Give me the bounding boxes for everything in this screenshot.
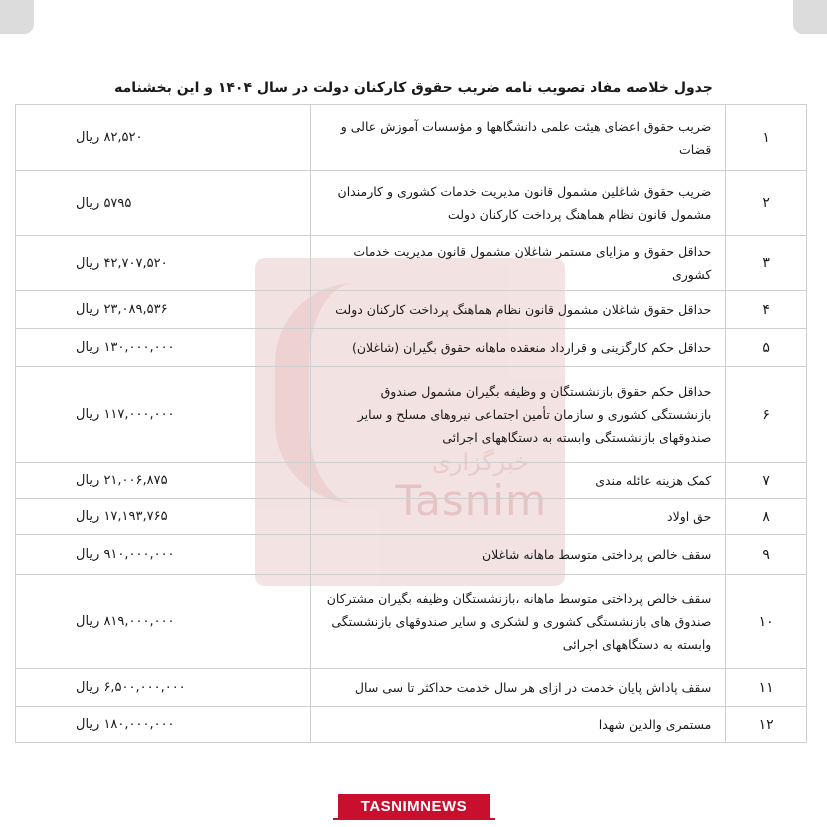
row-value: ۹۱۰,۰۰۰,۰۰۰ ریال (16, 535, 311, 575)
row-number: ۱۱ (726, 669, 807, 707)
corner-decoration-left (0, 0, 34, 34)
row-description: حداقل حقوق و مزایای مستمر شاغلان مشمول قانون مدیریت خدمات کشوری (311, 236, 726, 291)
row-value: ۵۷۹۵ ریال (16, 171, 311, 236)
row-number: ۸ (726, 499, 807, 535)
salary-summary-table (15, 104, 807, 743)
table-row (16, 707, 807, 743)
row-value: ۲۱,۰۰۶,۸۷۵ ریال (16, 463, 311, 499)
table-row (16, 499, 807, 535)
row-description: کمک هزینه عائله مندی (311, 463, 726, 499)
table-row (16, 291, 807, 329)
row-number: ۶ (726, 367, 807, 463)
document-title: جدول خلاصه مفاد تصویب نامه ضریب حقوق کارکنان دولت در سال ۱۴۰۴ و این بخشنامه (114, 80, 713, 96)
row-value: ۱۱۷,۰۰۰,۰۰۰ ریال (16, 367, 311, 463)
row-number: ۵ (726, 329, 807, 367)
row-description: حداقل حقوق شاغلان مشمول قانون نظام هماهنگ پرداخت کارکنان دولت (311, 291, 726, 329)
row-number: ۳ (726, 236, 807, 291)
row-value: ۸۱۹,۰۰۰,۰۰۰ ریال (16, 575, 311, 669)
row-description: مستمری والدین شهدا (311, 707, 726, 743)
row-number: ۴ (726, 291, 807, 329)
table-row (16, 329, 807, 367)
table-row (16, 367, 807, 463)
row-number: ۱۰ (726, 575, 807, 669)
row-value: ۱۳۰,۰۰۰,۰۰۰ ریال (16, 329, 311, 367)
row-number: ۲ (726, 171, 807, 236)
row-number: ۱ (726, 105, 807, 171)
row-value: ۶,۵۰۰,۰۰۰,۰۰۰ ریال (16, 669, 311, 707)
table-row (16, 575, 807, 669)
table-row (16, 105, 807, 171)
watermark-name: Tasnim (395, 476, 547, 525)
table-row (16, 171, 807, 236)
row-value: ۸۲,۵۲۰ ریال (16, 105, 311, 171)
row-value: ۴۲,۷۰۷,۵۲۰ ریال (16, 236, 311, 291)
tasnimnews-logo: TASNIMNEWS (338, 794, 490, 818)
row-description: ضریب حقوق شاغلین مشمول قانون مدیریت خدمات کشوری و کارمندان مشمول قانون نظام هماهنگ پرداخت کارکنان دولت (311, 171, 726, 236)
table-row (16, 463, 807, 499)
row-number: ۹ (726, 535, 807, 575)
row-description: سقف خالص پرداختی متوسط ماهانه شاغلان (311, 535, 726, 575)
row-description: سقف پاداش پایان خدمت در ازای هر سال خدمت حداکثر تا سی سال (311, 669, 726, 707)
logo-underline (333, 818, 495, 820)
row-number: ۷ (726, 463, 807, 499)
row-description: ضریب حقوق اعضای هیئت علمی دانشگاهها و مؤسسات آموزش عالی و قضات (311, 105, 726, 171)
table-row (16, 669, 807, 707)
row-description: حق اولاد (311, 499, 726, 535)
row-description: سقف خالص پرداختی متوسط ماهانه ،بازنشستگان وظیفه بگیران مشترکان صندوق های بازنشستگی کشوری و لشکری و سایر صندوقهای بازنشستگی وابسته به دستگاههای اجرائی (311, 575, 726, 669)
row-value: ۲۳,۰۸۹,۵۳۶ ریال (16, 291, 311, 329)
row-number: ۱۲ (726, 707, 807, 743)
table-row (16, 535, 807, 575)
watermark-subtext: خبرگزاری (431, 448, 529, 476)
row-description: حداقل حکم کارگزینی و قرارداد منعقده ماهانه حقوق بگیران (شاغلان) (311, 329, 726, 367)
row-value: ۱۷,۱۹۳,۷۶۵ ریال (16, 499, 311, 535)
corner-decoration-right (793, 0, 827, 34)
row-value: ۱۸۰,۰۰۰,۰۰۰ ریال (16, 707, 311, 743)
row-description: حداقل حکم حقوق بازنشستگان و وظیفه بگیران مشمول صندوق بازنشستگی کشوری و سازمان تأمین اجتماعی نیروهای مسلح و سایر صندوقهای بازنشستگی وابسته به دستگاههای اجرائی (311, 367, 726, 463)
table-row (16, 236, 807, 291)
